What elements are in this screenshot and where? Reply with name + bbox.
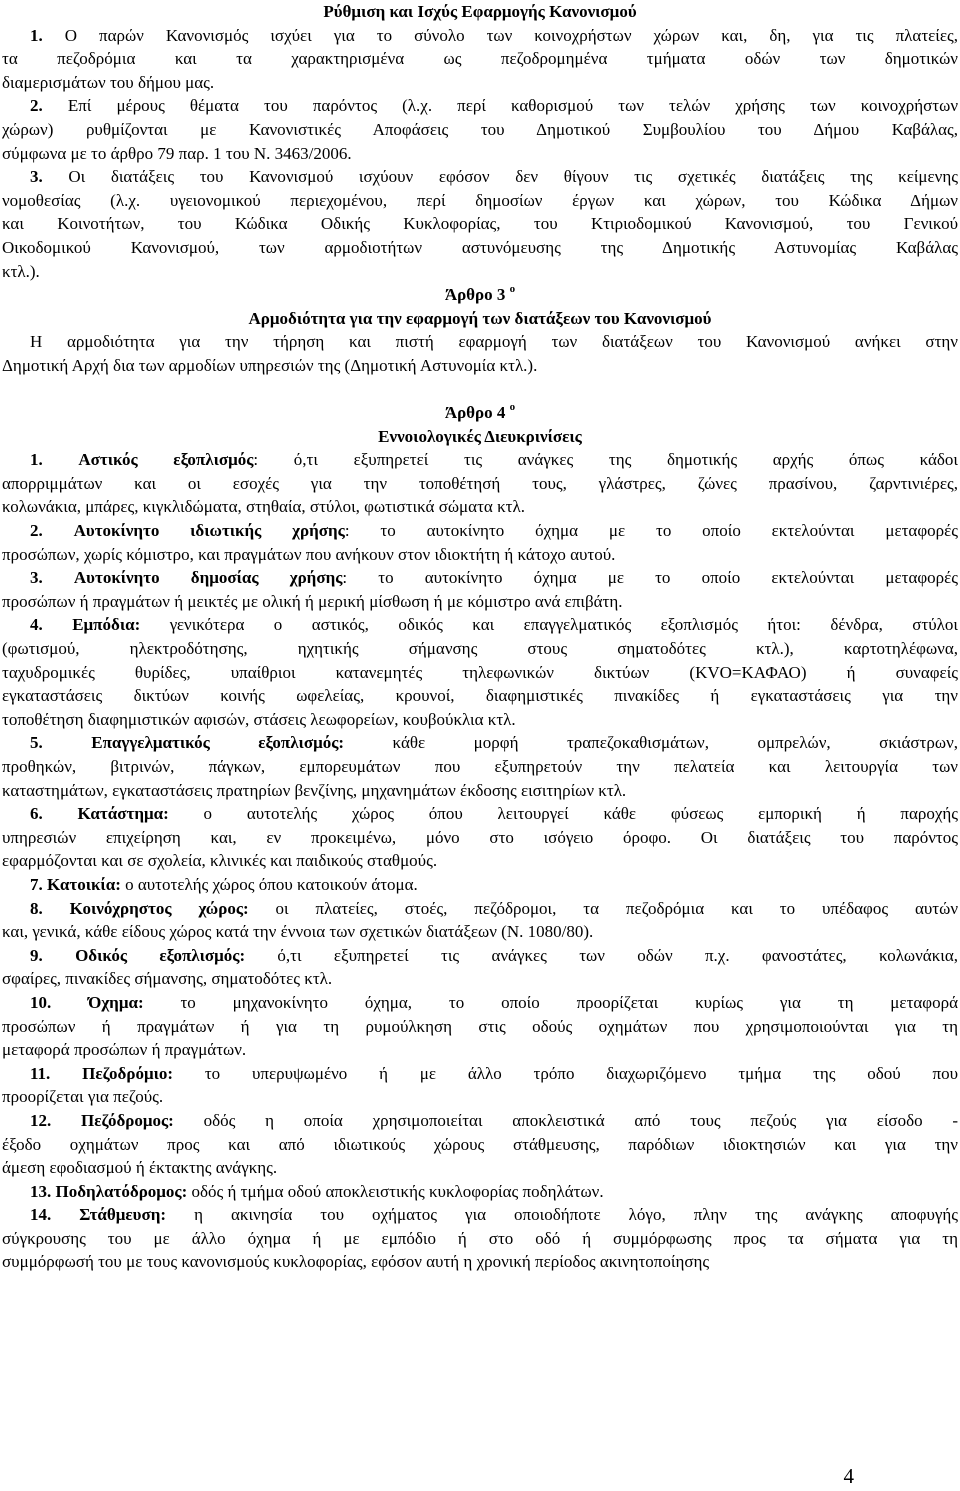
definition-term: Αυτοκίνητο δημοσίας χρήσης [73, 568, 343, 588]
paragraph-line: εφαρμόζονται και σε σχολεία, κλινικές και παιδικούς σταθμούς. [2, 851, 438, 871]
definition-term: Πεζοδρόμιο: [82, 1063, 174, 1083]
paragraph-line: σφαίρες, πινακίδες σήμανσης, σηματοδότες κτλ. [2, 969, 333, 989]
paragraph-line: προορίζεται για πεζούς. [2, 1087, 164, 1107]
paragraph-line [2, 731, 958, 755]
definition-text: οδός η οποία χρησιμοποιείται αποκλειστικά από τους πεζούς για είσοδο - [173, 1110, 959, 1130]
paragraph-line [2, 802, 958, 826]
paragraph-line: μεταφορά προσώπων ή πραγμάτων. [2, 1040, 247, 1060]
definition-term: Κατάστημα: [77, 804, 169, 824]
spacer [2, 378, 958, 402]
paragraph-number: 2. [30, 96, 43, 116]
definition-term: Κατοικία: [47, 874, 121, 894]
definition-text: : το αυτοκίνητο όχημα με το οποίο εκτελούνται μεταφορές [344, 521, 958, 541]
paragraph-2 [2, 94, 958, 165]
definition-item [2, 873, 958, 897]
definition-item [2, 1180, 958, 1204]
paragraph-line: (φωτισμού, ηλεκτροδότησης, ηχητικής σήμανσης στους σηματοδότες κτλ.), καρτοτηλέφωνα, [2, 639, 958, 659]
paragraph-1 [2, 24, 958, 95]
definition-number: 2. [30, 521, 43, 541]
definitions-list [2, 448, 958, 1274]
definition-number: 9. [30, 945, 43, 965]
paragraph-line: εγκαταστάσεις δικτύων κοινής ωφελείας, κρουνοί, διαφημιστικές πινακίδες ή εγκαταστάσεις για την [2, 686, 958, 706]
definition-number: 14. [30, 1205, 52, 1225]
article-3-heading: Άρθρο 3 $^o$ [444, 283, 516, 305]
paragraph-line: χώρων) ρυθμίζονται με Κανονιστικές Αποφάσεις του Δημοτικού Συμβουλίου του Δήμου Καβάλας, [2, 119, 958, 139]
definition-number: 12. [30, 1110, 52, 1130]
paragraph-line: προσώπων, χωρίς κόμιστρο, και πραγμάτων που ανήκουν στον ιδιοκτήτη ή κάτοχο αυτού. [2, 544, 616, 564]
definition-item [2, 448, 958, 519]
definition-item [2, 731, 958, 802]
definition-text: κάθε μορφή τραπεζοκαθισμάτων, ομπρελών, σκιάστρων, [344, 733, 959, 753]
definition-item [2, 519, 958, 566]
definition-item [2, 944, 958, 991]
paragraph-3 [2, 165, 958, 283]
definition-item [2, 566, 958, 613]
definition-item [2, 1062, 958, 1109]
article-4-heading: Άρθρο 4 $^o$ [444, 401, 516, 423]
paragraph-line [2, 1180, 958, 1204]
definition-number: 10. [30, 992, 52, 1012]
definition-text: ό,τι εξυπηρετεί τις ανάγκες των οδών π.χ. φανοστάτες, κολωνάκια, [245, 945, 959, 965]
paragraph-line: 3. Οι διατάξεις του Κανονισμού ισχύουν εφόσον δεν θίγουν τις σχετικές διατάξεις της κείμενης [30, 167, 958, 187]
document-page [2, 0, 958, 1274]
definition-number: 5. [30, 733, 43, 753]
definition-text: η ακινησία του οχήματος για οποιοδήποτε λόγο, πλην της ανάγκης αποφυγής [166, 1205, 959, 1225]
paragraph-line: σύμφωνα με το άρθρο 79 παρ. 1 του Ν. 3463/2006. [2, 143, 352, 163]
paragraph-line: προσώπων ή πραγμάτων ή μεικτές με ολική ή μερική μίσθωση ή με κόμιστρο ανά επιβάτη. [2, 591, 623, 611]
paragraph-line [2, 944, 958, 968]
paragraph-line: υπηρεσιών επιχείρηση και, εν προκειμένω, μόνο στο ισόγειο όροφο. Οι διατάξεις του παρόντος [2, 827, 958, 847]
definition-item [2, 802, 958, 873]
definition-term: Αυτοκίνητο ιδιωτικής χρήσης [73, 521, 345, 541]
article-3-title: Αρμοδιότητα για την εφαρμογή των διατάξεων του Κανονισμού [248, 308, 712, 328]
definition-text: ο αυτοτελής χώρος όπου λειτουργεί κάθε φύσεως εμπορική ή παροχής [168, 804, 958, 824]
paragraph-line: συμμόρφωσή του με τους κανονισμούς κυκλοφορίας, εφόσον αυτή η χρονική περίοδος ακινητοποίησης [2, 1252, 710, 1272]
paragraph-line: 2. Επί μέρους θέματα του παρόντος (λ.χ. περί καθορισμού των τελών χρήσης των κοινοχρήστων [30, 96, 959, 116]
page-number: 4 [843, 1464, 854, 1488]
paragraph-line: νομοθεσίας (λ.χ. υγειονομικού περιεχομένου, περί δημοσίων έργων και χώρων, του Κώδικα Δήμων [2, 190, 958, 210]
paragraph-line: και, γενικά, κάθε είδους χώρος κατά την έννοια των σχετικών διατάξεων (Ν. 1080/80). [2, 922, 594, 942]
paragraph-line [2, 1203, 958, 1227]
paragraph-line [2, 566, 958, 590]
paragraph-line: Δημοτική Αρχή δια των αρμοδίων υπηρεσιών της (Δημοτική Αστυνομία κτλ.). [2, 355, 538, 375]
paragraph-line: έξοδο οχημάτων προς και από ιδιωτικούς χώρους στάθμευσης, παρόδιων ιδιοκτησιών και για την [2, 1134, 958, 1154]
paragraph-line: Η αρμοδιότητα για την τήρηση και πιστή εφαρμογή των διατάξεων του Κανονισμού ανήκει στην [30, 332, 958, 352]
paragraph-line [2, 613, 958, 637]
paragraph-line: και Κοινοτήτων, του Κώδικα Οδικής Κυκλοφορίας, του Κτιριοδομικού Κανονισμού, του Γενικού [2, 214, 958, 234]
definition-text: : το αυτοκίνητο όχημα με το οποίο εκτελούνται μεταφορές [342, 568, 959, 588]
paragraph-line: κολωνάκια, μπάρες, κιγκλιδώματα, στηθαία, στύλοι, φωτιστικά σώματα κτλ. [2, 497, 525, 517]
definition-text: το μηχανοκίνητο όχημα, το οποίο προορίζεται κυρίως για τη μεταφορά [143, 992, 959, 1012]
paragraph-line: ταχυδρομικές θυρίδες, υπαίθριοι κατανεμητές τηλεφωνικών δικτύων (ΚVΟ=ΚΑΦΑΟ) ή συναφείς [2, 662, 958, 682]
definition-number: 13. [30, 1181, 52, 1201]
paragraph-line: διαμερισμάτων του δήμου μας. [2, 72, 215, 92]
paragraph-line [2, 448, 958, 472]
article-4-title: Εννοιολογικές Διευκρινίσεις [378, 426, 582, 446]
definition-text: : ό,τι εξυπηρετεί τις ανάγκες της δημοτικής αρχής όπως κάδοι [253, 450, 958, 470]
paragraph-line: κτλ.). [2, 261, 40, 281]
paragraph-line [2, 873, 958, 897]
definition-term: Όχημα: [88, 992, 144, 1012]
definition-term: Στάθμευση: [79, 1205, 167, 1225]
definition-number: 7. [30, 874, 43, 894]
definition-item [2, 1109, 958, 1180]
paragraph-line: Οικοδομικού Κανονισμού, των αρμοδιοτήτων αστυνόμευσης της Δημοτικής Αστυνομίας Καβάλας [2, 237, 958, 257]
definition-term: Κοινόχρηστος χώρος: [69, 898, 249, 918]
definition-text: ο αυτοτελής χώρος όπου κατοικούν άτομα. [120, 874, 418, 894]
definition-number: 3. [30, 568, 43, 588]
paragraph-line [2, 1109, 958, 1133]
definition-term: Πεζόδρομος: [81, 1110, 174, 1130]
definition-number: 4. [30, 615, 43, 635]
definition-text: το υπερυψωμένο ή με άλλο τρόπο διαχωριζόμενο τμήμα της οδού που [173, 1063, 958, 1083]
paragraph-line: απορριμμάτων και οι εσοχές για την τοποθέτησή τους, γλάστρες, ζώνες πρασίνου, ζαρντινιέρες, [2, 473, 958, 493]
definition-text: οι πλατείες, στοές, πεζόδρομοι, τα πεζοδρόμια και το υπέδαφος αυτών [248, 898, 959, 918]
definition-item [2, 613, 958, 731]
paragraph-line [2, 991, 958, 1015]
paragraph-line: καταστημάτων, εγκαταστάσεις πρατηρίων βενζίνης, μηχανημάτων έκδοσης εισιτηρίων κτλ. [2, 780, 627, 800]
paragraph-line: 1. Ο παρών Κανονισμός ισχύει για το σύνολο των κοινοχρήστων χώρων και, δη, για τις πλατείες, [30, 25, 958, 45]
paragraph-line [2, 897, 958, 921]
definition-term: Επαγγελματικός εξοπλισμός: [91, 733, 345, 753]
definition-item [2, 1203, 958, 1274]
definition-number: 1. [30, 450, 43, 470]
paragraph-line: τοποθέτηση διαφημιστικών αφισών, στάσεις λεωφορείων, κουβούκλια κτλ. [2, 709, 516, 729]
paragraph-number: 3. [30, 167, 43, 187]
definition-term: Οδικός εξοπλισμός: [75, 945, 246, 965]
paragraph-line: τα πεζοδρόμια και τα χαρακτηρισμένα ως πεζοδρομημένα τμήματα οδών των δημοτικών [2, 49, 958, 69]
paragraph-line: προσώπων ή πραγμάτων ή για τη ρυμούλκηση στις οδούς οχημάτων που χρησιμοποιούνται για τη [2, 1016, 958, 1036]
definition-number: 8. [30, 898, 43, 918]
definition-term: Ποδηλατόδρομος: [55, 1181, 188, 1201]
paragraph-line [2, 519, 958, 543]
definition-text: γενικότερα ο αστικός, οδικός και επαγγελματικός εξοπλισμός ήτοι: δένδρα, στύλοι [140, 615, 959, 635]
definition-number: 6. [30, 804, 43, 824]
definition-item [2, 897, 958, 944]
paragraph-number: 1. [30, 25, 43, 45]
definition-term: Εμπόδια: [72, 615, 141, 635]
definition-term: Αστικός εξοπλισμός [78, 450, 254, 470]
section-heading: Ρύθμιση και Ισχύς Εφαρμογής Κανονισμού [323, 2, 637, 21]
definition-number: 11. [30, 1063, 51, 1083]
definition-item [2, 991, 958, 1062]
paragraph-line: σύγκρουσης του με άλλο όχημα ή με εμπόδιο ή στο οδό ή συμμόρφωσης προς τα σήματα για τη [2, 1228, 958, 1248]
paragraph-line [2, 1062, 958, 1086]
definition-text: οδός ή τμήμα οδού αποκλειστικής κυκλοφορίας ποδηλάτων. [187, 1181, 604, 1201]
paragraph-line: άμεση εφοδιασμού ή έκτακτης ανάγκης. [2, 1158, 278, 1178]
paragraph-line: προθηκών, βιτρινών, πάγκων, εμπορευμάτων που εξυπηρετούν την πελατεία και λειτουργία των [2, 757, 958, 776]
